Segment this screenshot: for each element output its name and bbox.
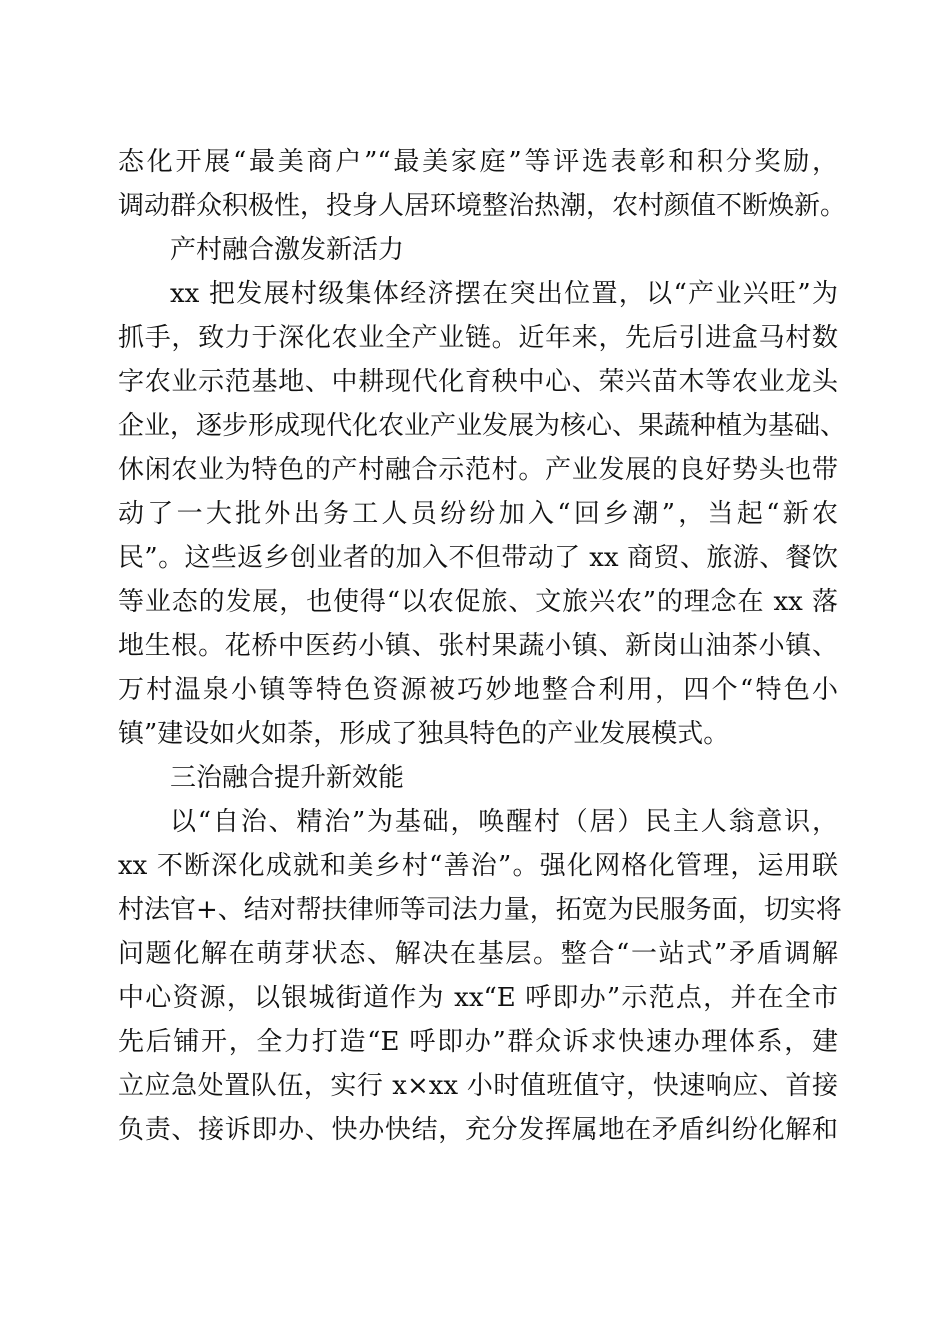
paragraph-line: 村法官+、结对帮扶律师等司法力量，拓宽为民服务面，切实将 — [118, 895, 842, 925]
section-heading: 三治融合提升新效能 — [170, 763, 405, 793]
paragraph-line: 调动群众积极性，投身人居环境整治热潮，农村颜值不断焕新。 — [118, 191, 847, 221]
paragraph-line: 万村温泉小镇等特色资源被巧妙地整合利用，四个“特色小 — [118, 675, 838, 705]
paragraph-line: 动了一大批外出务工人员纷纷加入“回乡潮”，当起“新农 — [118, 499, 838, 529]
paragraph-line: 休闲农业为特色的产村融合示范村。产业发展的良好势头也带 — [118, 455, 838, 485]
paragraph-line: 中心资源，以银城街道作为 xx“E 呼即办”示范点，并在全市 — [118, 983, 838, 1013]
paragraph-line: 负责、接诉即办、快办快结，充分发挥属地在矛盾纠纷化解和 — [118, 1115, 838, 1145]
paragraph-line: 先后铺开，全力打造“E 呼即办”群众诉求快速办理体系，建 — [118, 1027, 838, 1057]
document-body — [118, 140, 847, 1152]
paragraph-line: 民”。这些返乡创业者的加入不但带动了 xx 商贸、旅游、餐饮 — [118, 543, 838, 573]
paragraph-line: 以“自治、精治”为基础，唤醒村（居）民主人翁意识， — [170, 807, 838, 837]
paragraph-line: 问题化解在萌芽状态、解决在基层。整合“一站式”矛盾调解 — [118, 939, 838, 969]
section-heading: 产村融合激发新活力 — [170, 235, 405, 265]
paragraph-line: 字农业示范基地、中耕现代化育秧中心、荣兴苗木等农业龙头 — [118, 367, 838, 397]
paragraph-line: 地生根。花桥中医药小镇、张村果蔬小镇、新岗山油茶小镇、 — [118, 631, 838, 661]
paragraph-line: 立应急处置队伍，实行 x×xx 小时值班值守，快速响应、首接 — [118, 1071, 838, 1101]
paragraph-line: 抓手，致力于深化农业全产业链。近年来，先后引进盒马村数 — [118, 323, 838, 353]
paragraph-line: 等业态的发展，也使得“以农促旅、文旅兴农”的理念在 xx 落 — [118, 587, 838, 617]
paragraph-line: 态化开展“最美商户”“最美家庭”等评选表彰和积分奖励， — [118, 147, 838, 177]
paragraph-line: xx 把发展村级集体经济摆在突出位置，以“产业兴旺”为 — [170, 279, 838, 309]
paragraph-line: 企业，逐步形成现代化农业产业发展为核心、果蔬种植为基础、 — [118, 411, 847, 441]
paragraph-line: xx 不断深化成就和美乡村“善治”。强化网格化管理，运用联 — [118, 851, 838, 881]
paragraph-line: 镇”建设如火如荼，形成了独具特色的产业发展模式。 — [118, 719, 730, 749]
